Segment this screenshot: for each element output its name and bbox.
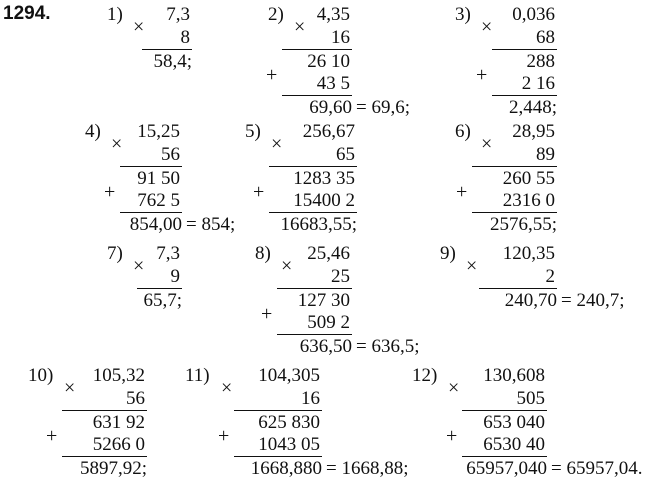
sum-rule bbox=[282, 95, 352, 96]
multiplier: 65 bbox=[336, 144, 355, 165]
result: 69,60 bbox=[309, 97, 352, 118]
partial-product: 2 16 bbox=[521, 73, 555, 94]
sum-rule bbox=[269, 212, 357, 213]
plus-sign: + bbox=[476, 64, 488, 86]
plus-sign: + bbox=[261, 303, 273, 325]
multiplier: 25 bbox=[331, 266, 350, 287]
result: 2,448; bbox=[508, 97, 557, 118]
multiplier-rule bbox=[120, 166, 182, 167]
partial-product: 26 10 bbox=[307, 51, 350, 72]
simplified-result: = 854; bbox=[186, 214, 236, 235]
partial-product: 509 2 bbox=[307, 312, 350, 333]
multiplicand: 25,46 bbox=[307, 243, 350, 264]
problem-label: 10) bbox=[28, 365, 54, 386]
partial-product: 5266 0 bbox=[92, 434, 145, 455]
multiplicand: 256,67 bbox=[302, 121, 355, 142]
multiply-sign: × bbox=[64, 377, 76, 399]
plus-sign: + bbox=[46, 425, 58, 447]
multiplicand: 7,3 bbox=[166, 4, 190, 25]
result: 16683,55; bbox=[280, 214, 357, 235]
multiplicand: 0,036 bbox=[512, 4, 555, 25]
multiply-sign: × bbox=[133, 255, 145, 277]
sum-rule bbox=[462, 456, 547, 457]
partial-product: 762 5 bbox=[137, 190, 180, 211]
result: 5897,92; bbox=[79, 458, 147, 479]
multiplier: 89 bbox=[536, 144, 555, 165]
problem-label: 1) bbox=[107, 4, 123, 25]
multiplier: 16 bbox=[331, 27, 350, 48]
multiplier-rule bbox=[462, 410, 547, 411]
plus-sign: + bbox=[104, 181, 116, 203]
problem-label: 6) bbox=[455, 121, 471, 142]
multiply-sign: × bbox=[281, 255, 293, 277]
partial-product: 653 040 bbox=[483, 412, 545, 433]
sum-rule bbox=[492, 95, 557, 96]
problem-label: 11) bbox=[185, 365, 210, 386]
partial-product: 127 30 bbox=[297, 290, 350, 311]
result: 1668,880 bbox=[250, 458, 322, 479]
result: 65957,040 bbox=[466, 458, 547, 479]
problem-label: 7) bbox=[107, 243, 123, 264]
simplified-result: = 69,6; bbox=[356, 97, 410, 118]
problem-label: 2) bbox=[268, 4, 284, 25]
multiplicand: 104,305 bbox=[258, 365, 320, 386]
multiplier-rule bbox=[282, 49, 352, 50]
sum-rule bbox=[277, 334, 352, 335]
problem-label: 5) bbox=[245, 121, 261, 142]
partial-product: 288 bbox=[526, 51, 555, 72]
multiply-sign: × bbox=[294, 16, 306, 38]
result: 58,4; bbox=[153, 51, 192, 72]
multiplicand: 28,95 bbox=[512, 121, 555, 142]
multiply-sign: × bbox=[133, 16, 145, 38]
multiplier-rule bbox=[492, 49, 557, 50]
sum-rule bbox=[120, 212, 182, 213]
multiplier: 56 bbox=[126, 388, 145, 409]
multiplier: 8 bbox=[180, 27, 190, 48]
multiply-sign: × bbox=[466, 255, 478, 277]
multiplier: 56 bbox=[161, 144, 180, 165]
simplified-result: = 636,5; bbox=[356, 336, 420, 357]
partial-product: 43 5 bbox=[316, 73, 350, 94]
partial-product: 260 55 bbox=[502, 168, 555, 189]
multiplicand: 7,3 bbox=[156, 243, 180, 264]
plus-sign: + bbox=[218, 425, 230, 447]
problem-label: 3) bbox=[455, 4, 471, 25]
multiply-sign: × bbox=[111, 133, 123, 155]
multiplier-rule bbox=[277, 288, 352, 289]
simplified-result: = 65957,04. bbox=[551, 458, 643, 479]
plus-sign: + bbox=[446, 425, 458, 447]
plus-sign: + bbox=[456, 181, 468, 203]
multiplier-rule bbox=[472, 166, 557, 167]
multiplicand: 105,32 bbox=[92, 365, 145, 386]
sum-rule bbox=[234, 456, 322, 457]
multiplicand: 120,35 bbox=[502, 243, 555, 264]
problem-label: 4) bbox=[85, 121, 101, 142]
plus-sign: + bbox=[253, 181, 265, 203]
multiplier: 68 bbox=[536, 27, 555, 48]
exercise-number: 1294. bbox=[3, 3, 51, 24]
multiplier-rule bbox=[269, 166, 357, 167]
result: 636,50 bbox=[299, 336, 352, 357]
result: 854,00 bbox=[129, 214, 182, 235]
partial-product: 2316 0 bbox=[502, 190, 555, 211]
multiply-sign: × bbox=[481, 16, 493, 38]
multiplicand: 15,25 bbox=[137, 121, 180, 142]
sum-rule bbox=[62, 456, 147, 457]
multiplier-rule bbox=[234, 410, 322, 411]
problem-label: 8) bbox=[255, 243, 271, 264]
multiplicand: 4,35 bbox=[316, 4, 350, 25]
problem-label: 12) bbox=[412, 365, 438, 386]
sum-rule bbox=[472, 212, 557, 213]
partial-product: 91 50 bbox=[137, 168, 180, 189]
result: 240,70 bbox=[504, 290, 557, 311]
partial-product: 15400 2 bbox=[293, 190, 355, 211]
multiplier-rule bbox=[142, 49, 192, 50]
partial-product: 6530 40 bbox=[483, 434, 545, 455]
multiplier-rule bbox=[137, 288, 182, 289]
problem-label: 9) bbox=[440, 243, 456, 264]
multiplier: 9 bbox=[170, 266, 180, 287]
multiply-sign: × bbox=[448, 377, 460, 399]
partial-product: 631 92 bbox=[92, 412, 145, 433]
partial-product: 625 830 bbox=[258, 412, 320, 433]
multiply-sign: × bbox=[481, 133, 493, 155]
simplified-result: = 1668,88; bbox=[326, 458, 409, 479]
multiplier: 2 bbox=[545, 266, 555, 287]
multiplier: 16 bbox=[301, 388, 320, 409]
simplified-result: = 240,7; bbox=[561, 290, 625, 311]
multiply-sign: × bbox=[271, 133, 283, 155]
result: 2576,55; bbox=[489, 214, 557, 235]
partial-product: 1043 05 bbox=[258, 434, 320, 455]
result: 65,7; bbox=[143, 290, 182, 311]
multiplier-rule bbox=[62, 410, 147, 411]
multiply-sign: × bbox=[221, 377, 233, 399]
multiplier: 505 bbox=[516, 388, 545, 409]
partial-product: 1283 35 bbox=[293, 168, 355, 189]
multiplicand: 130,608 bbox=[483, 365, 545, 386]
plus-sign: + bbox=[266, 64, 278, 86]
multiplier-rule bbox=[479, 288, 557, 289]
